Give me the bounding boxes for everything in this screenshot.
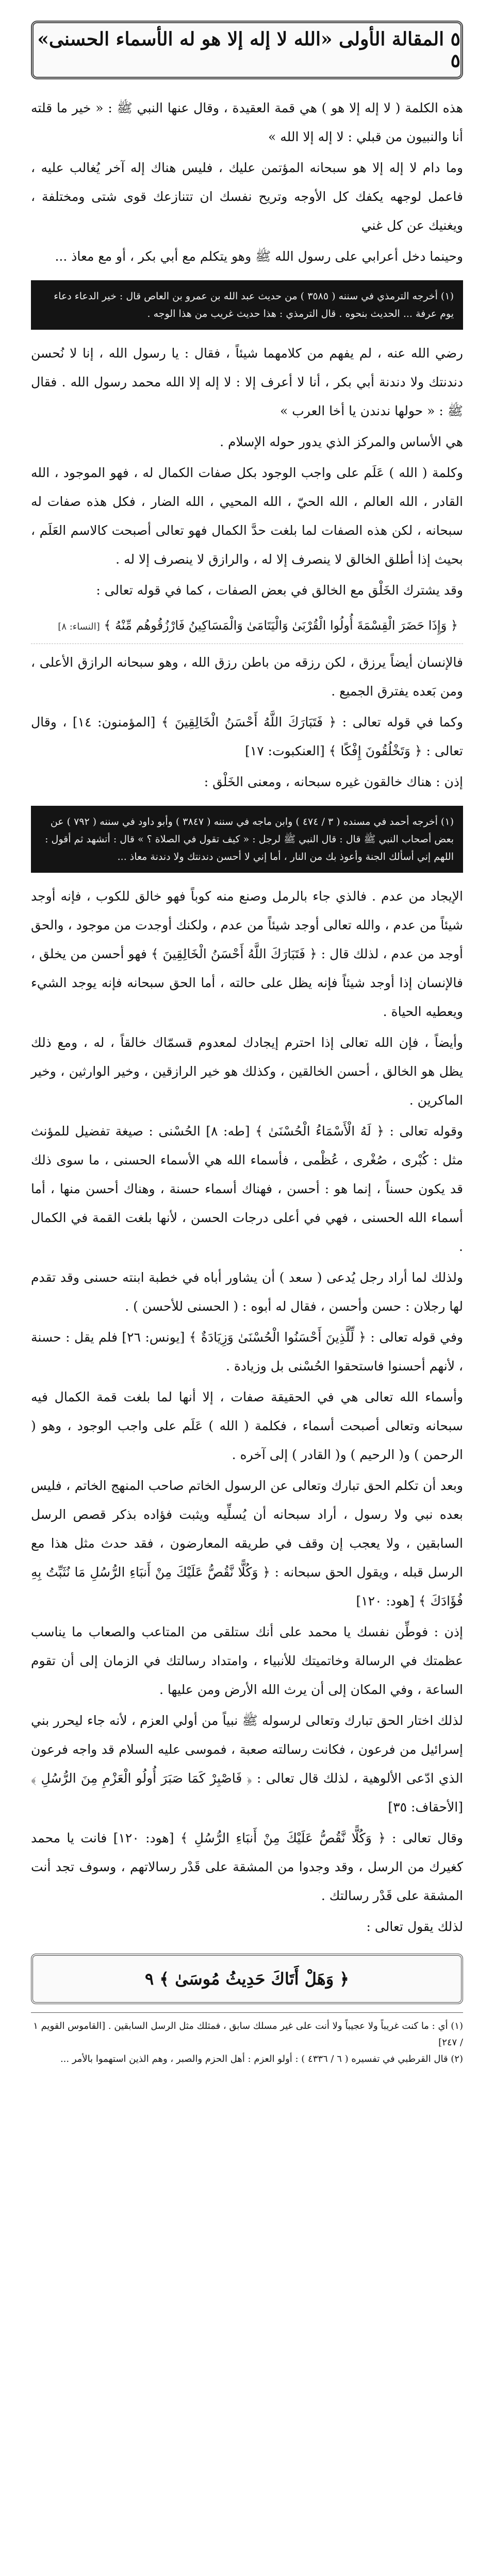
paragraph: وقال تعالى : ﴿ وَكُلًّا نَّقُصُّ عَلَيْكَ مِنْ أَنبَاءِ الرُّسُلِ ﴾ [هود: ١٢٠] فانت يا محمد كغيرك من الرسل ، وقد وجدوا من المشقة على قَدْر رسالاتهم ، وسوف تجد أنت المشقة على قَدْر رسالتك .: [31, 1831, 463, 1903]
paragraph: هي الأساس والمركز الذي يدور حوله الإسلام .: [220, 434, 463, 449]
footnote-text: (١) أخرجه أحمد في مسنده ( ٣ / ٤٧٤ ) وابن ماجه في سننه ( ٣٨٤٧ ) وأبو داود في سننه ( ٧٩٢ ) عن بعض أصحاب النبي ﷺ قال : قال النبي ﷺ لرجل : « كيف تقول في الصلاة ؟ » قال : أتشهد ثم أقول : اللهم إني أسألك الجنة وأعوذ بك من النار ، أما إني لا أحسن دندنتك ولا دندنة معاذ ...: [45, 816, 454, 862]
verse-text: ﴿ وَإِذَا حَضَرَ الْقِسْمَةَ أُولُوا الْقُرْبَىٰ وَالْيَتَامَىٰ وَالْمَسَاكِينُ فَارْزُقُوهُم مِّنْهُ ﴾: [104, 618, 458, 633]
paragraph: وكما في قوله تعالى : ﴿ فَتَبَارَكَ اللَّهُ أَحْسَنُ الْخَالِقِينَ ﴾ [المؤمنون: ١٤] ، وقال تعالى : ﴿ وَتَخْلُقُونَ إِفْكًا ﴾ [العنكبوت: ١٧]: [31, 715, 463, 758]
footnote-box: [31, 806, 463, 873]
verse-banner: [31, 1954, 463, 2004]
footnote-item: (٢) قال القرطبي في تفسيره ( ٦ / ٤٣٣٦ ) : أولو العزم : أهل الحزم والصبر ، وهم الذين استهموا بالأمر ...: [60, 2054, 463, 2064]
intro-section: [31, 94, 463, 271]
paragraph: إذن : فوطِّن نفسك يا محمد على أنك ستلقى من المتاعب والصعاب ما يناسب عظمتك في الرسالة وخاتميتك للأنبياء ، وامتداد رسالتك في الزمان إلى أن تقوم الساعة ، وفي المكان إلى أن يرث الله الأرض ومن عليها .: [31, 1624, 463, 1697]
paragraph: الإيجاد من عدم . فالذي جاء بالرمل وصنع منه كوباً فهو خالق للكوب ، فإنه أوجد شيئاً من عدم ، والله تعالى أوجد شيئاً من عدم ، ولكنك أوجدت من موجود ، والحق أوجد من عدم ، لذلك قال : ﴿ فَتَبَارَكَ اللَّهُ أَحْسَنُ الْخَالِقِينَ ﴾ فهو أحسن من يخلق ، فالإنسان إذا أوجد شيئاً فإنه يظل على حالته ، أما الحق سبحانه فإنه يوجد الشيء ويعطيه الحياة .: [31, 889, 463, 1019]
paragraph: وأيضاً ، فإن الله تعالى إذا احترم إيجادك لمعدوم قسمّاك خالقاً ، له ، ومع ذلك يظل هو الخالق ، أحسن الخالقين ، وكذلك هو خير الرازقين ، وخير الوارثين ، وخير الماكرين .: [31, 1035, 463, 1108]
paragraph: لذلك يقول تعالى :: [366, 1919, 463, 1934]
section-two: [31, 339, 463, 605]
footnote-item: (١) أي : ما كنت غريباً ولا عجيباً ولا أنت على غير مسلك سابق ، فمثلك مثل الرسل السابقين . [القاموس القويم ١ / ٢٤٧]: [33, 2021, 463, 2048]
paragraph: وما دام لا إله إلا هو سبحانه المؤتمن عليك ، فليس هناك إله آخر يُغالب عليه ، فاعمل لوجهه يكفك كل الأوجه وتريح نفسك ان تتنازعك قوى شتى ومختلفة ، ويغنيك عن كل غني: [31, 160, 463, 233]
paragraph: إذن : هناك خالقون غيره سبحانه ، ومعنى الخَلْق :: [204, 774, 463, 789]
paragraph: وقوله تعالى : ﴿ لَهُ الْأَسْمَاءُ الْحُسْنَىٰ ﴾ [طه: ٨] الحُسْنى : صيغة تفضيل للمؤنث مثل : كُبْرى ، صُغْرى ، عُظْمى ، فأسماء الله هي الأسماء الحسنى ، ما سوى ذلك قد يكون حسناً ، إنما هو : أحسن ، فهناك أسماء حسنة ، وهناك أحسن منها ، أما أسماء الله الحسنى ، فهي في أعلى درجات الحسن ، لأنها بلغت القمة في الكمال .: [31, 1124, 463, 1254]
paragraph: وأسماء الله تعالى هي في الحقيقة صفات ، إلا أنها لما بلغت قمة الكمال فيه سبحانه وتعالى أصبحت أسماء ، فكلمة ( الله ) عَلَم على واجب الوجود ، وهو ( الرحمن ) و( الرحيم ) و( القادر ) إلى آخره .: [31, 1389, 464, 1462]
chapter-header-banner: [31, 21, 463, 79]
footnote-text: (١) أخرجه الترمذي في سننه ( ٣٥٨٥ ) من حديث عبد الله بن عمرو بن العاص قال : خير الدعاء دعاء يوم عرفة ... الحديث بنحوه . قال الترمذي : هذا حديث غريب من هذا الوجه .: [54, 291, 454, 319]
page-footnotes: [31, 2012, 463, 2067]
quran-verse: [31, 609, 463, 644]
paragraph: رضي الله عنه ، لم يفهم من كلامهما شيئاً ، فقال : يا رسول الله ، إنا لا نُحسن دندنتك ولا دندنة أبي بكر ، أنا لا أعرف إلا : لا إله إلا الله محمد رسول الله . فقال ﷺ : « حولها ندندن يا أخا العرب »: [31, 346, 463, 418]
paragraph: ولذلك لما أراد رجل يُدعى ( سعد ) أن يشاور أباه في خطبة ابنته حسنى وقد تقدم لها رجلان : حسن وأحسن ، فقال له أبوه : ( الحسنى للأحسن ) .: [31, 1270, 463, 1314]
paragraph: وقد يشترك الخَلْق مع الخالق في بعض الصفات ، كما في قوله تعالى :: [96, 583, 463, 598]
footnote-box: [31, 280, 463, 330]
paragraph: فالإنسان أيضاً يرزق ، لكن رزقه من باطن رزق الله ، وهو سبحانه الرازق الأعلى ، ومن بَعده يفترق الجميع .: [31, 655, 463, 699]
section-four: [31, 882, 463, 1941]
paragraph: وحينما دخل أعرابي على رسول الله ﷺ وهو يتكلم مع أبي بكر ، أو مع معاذ ...: [55, 249, 463, 264]
chapter-title: ٥ المقالة الأولى «الله لا إله إلا هو له الأسماء الحسنى» ٥: [37, 28, 460, 72]
verse-reference: [النساء: ٨]: [58, 621, 100, 632]
paragraph: هذه الكلمة ( لا إله إلا هو ) هي قمة العقيدة ، وقال عنها النبي ﷺ : « خير ما قلته أنا والنبيون من قبلي : لا إله إلا الله »: [31, 100, 463, 144]
paragraph: وفي قوله تعالى : ﴿ لِّلَّذِينَ أَحْسَنُوا الْحُسْنَىٰ وَزِيَادَةٌ ﴾ [يونس: ٢٦] فلم يقل : حسنة ، لأنهم أحسنوا فاستحقوا الحُسْنى بل وزيادة .: [31, 1330, 463, 1374]
verse-banner-text: ﴿ وَهَلْ أَتَاكَ حَدِيثُ مُوسَىٰ ﴾ ٩: [144, 1969, 350, 1989]
paragraph: وبعد أن تكلم الحق تبارك وتعالى عن الرسول الخاتم صاحب المنهج الخاتم ، فليس بعده نبي ولا رسول ، أراد سبحانه أن يُسلِّيه ويثبت فؤاده بذكر قصص الرسل السابقين ، ولا يعجب إن وقف في طريقه المعارضون ، فقد حدث مثل هذا مع الرسل قبله ، ويقول الحق سبحانه : ﴿ وَكُلًّا نَّقُصُّ عَلَيْكَ مِنْ أَنبَاءِ الرُّسُلِ مَا نُثَبِّتُ بِهِ فُؤَادَكَ ﴾ [هود: ١٢٠]: [31, 1478, 463, 1608]
page: [31, 21, 463, 2067]
paragraph: وكلمة ( الله ) عَلَم على واجب الوجود بكل صفات الكمال له ، فهو الموجود ، الله القادر ، الله العالم ، الله الحيّ ، الله المحيي ، الله الضار ، فكل هذه صفات له سبحانه ، لكن هذه الصفات لما بلغت حدَّ الكمال فهو تعالى أصبحت كالاسم العَلَم ، بحيث إذا أطلق الخالق لا ينصرف إلا له ، والرازق لا ينصرف إلا له .: [31, 465, 463, 567]
paragraph: لذلك اختار الحق تبارك وتعالى لرسوله ﷺ نبياً من أولي العزم ، لأنه جاء ليحرر بني إسرائيل من فرعون ، فكانت رسالته صعبة ، فموسى عليه السلام قد واجه فرعون الذي ادّعى الألوهية ، لذلك قال تعالى : ﴿ فَاصْبِرْ كَمَا صَبَرَ أُولُو الْعَزْمِ مِنَ الرُّسُلِ ﴾ [الأحقاف: ٣٥]: [31, 1713, 463, 1815]
section-three: [31, 648, 463, 796]
